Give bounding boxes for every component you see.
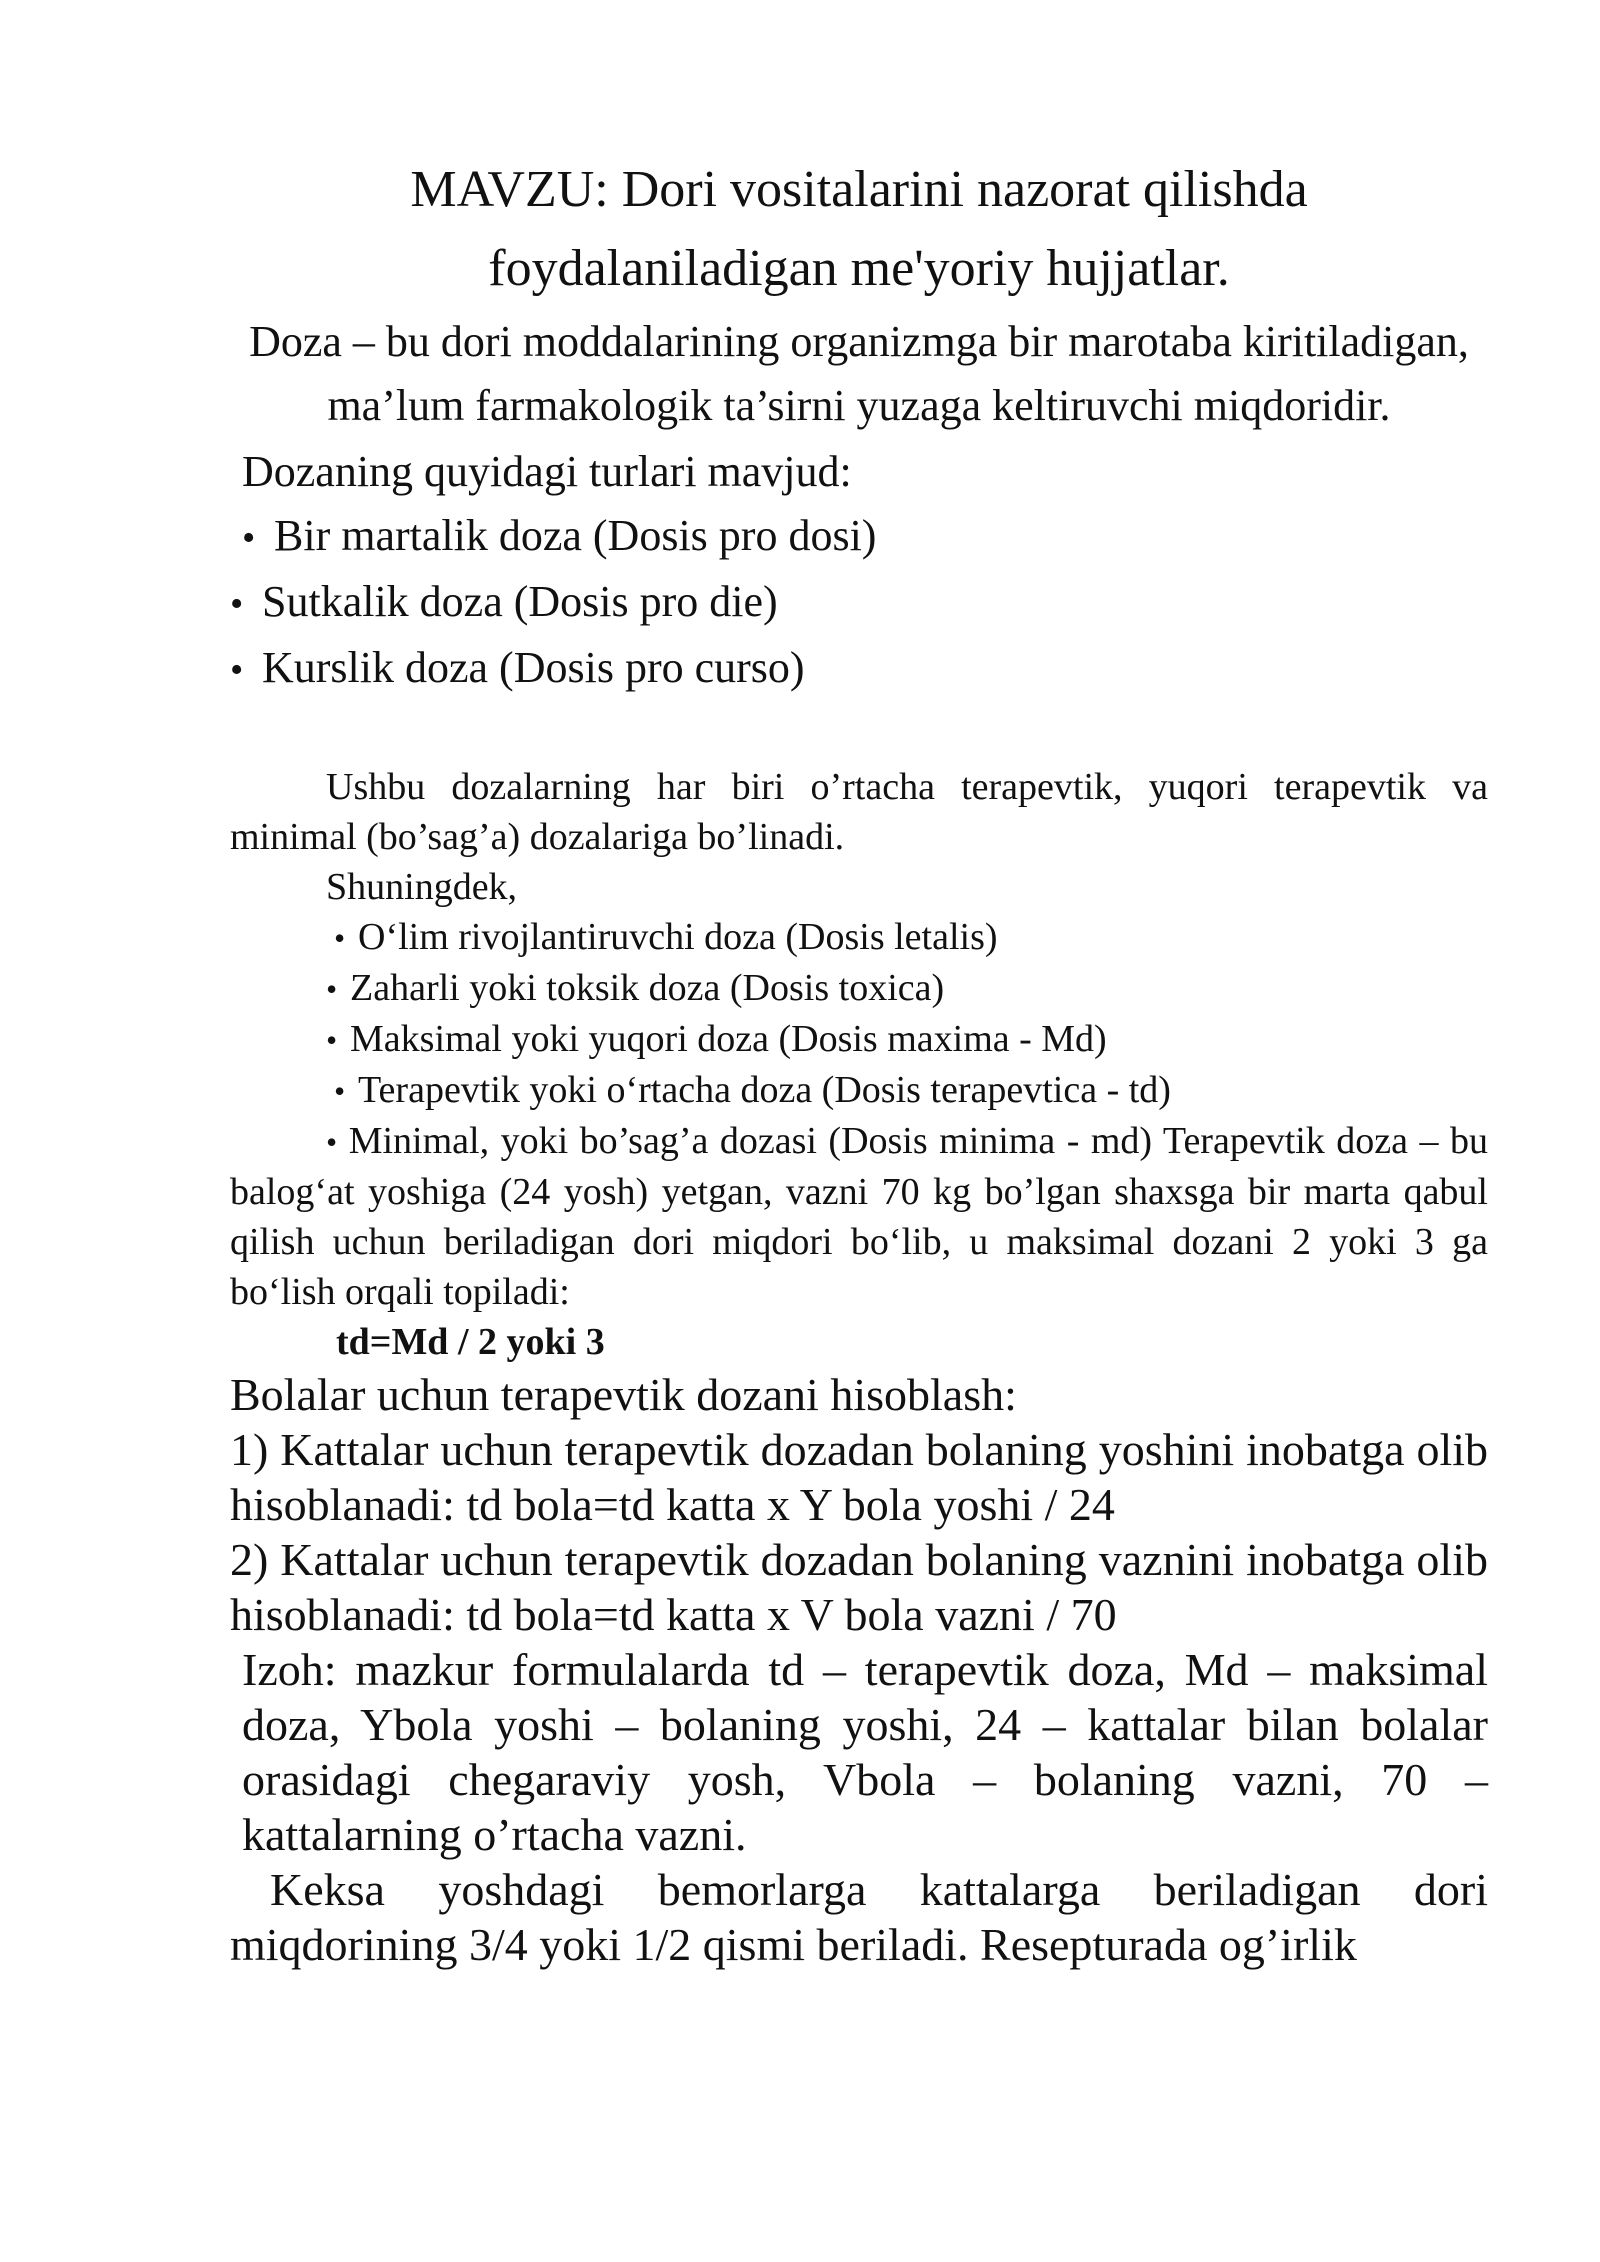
dose-types-list [230,504,1488,702]
children-heading: Bolalar uchun terapevtik dozani hisoblash: [230,1369,1017,1420]
title-line-1: MAVZU: Dori vositalarini nazorat qilishda [410,161,1308,218]
list-item [230,912,1488,963]
title-line-2: foydalaniladigan me'yoriy hujjatlar. [488,240,1230,297]
list-item-text: Sutkalik doza (Dosis pro die) [262,577,778,626]
method-age: 1) Kattalar uchun terapevtik dozadan bolaning yoshini inobatga olib hisoblanadi: td bola=td katta x Y bola yoshi / 24 [230,1424,1488,1530]
list-item-text: O‘lim rivojlantiruvchi doza (Dosis letalis) [358,916,998,958]
method-weight: 2) Kattalar uchun terapevtik dozadan bolaning vaznini inobatga olib hisoblanadi: td bola=td katta x V bola vazni / 70 [230,1534,1488,1640]
page-title [230,150,1488,308]
list-item [230,570,1488,636]
list-item [230,1065,1488,1116]
elderly-paragraph: Keksa yoshdagi bemorlarga kattalarga beriladigan dori miqdorining 3/4 yoki 1/2 qismi beriladi. Resepturada og’irlik [230,1864,1488,1970]
bullet-icon: • [326,1022,338,1058]
bullet-icon: • [326,1124,338,1160]
list-item-text: Bir martalik doza (Dosis pro dosi) [274,511,877,560]
bullet-icon: • [242,517,256,559]
minimal-dose-text: Minimal, yoki bo’sag’a dozasi (Dosis minima - md) Terapevtik doza – bu balog‘at yoshiga (24 yosh) yetgan, vazni 70 kg bo’lgan shaxsga bir marta qabul qilish uchun beriladigan dori miqdori bo‘lib, u maksimal dozani 2 yoki 3 ga bo‘lish orqali topiladi: [230,1120,1489,1313]
minimal-dose-paragraph [230,1116,1488,1317]
list-item-text: Kurslik doza (Dosis pro curso) [262,643,805,692]
list-item-text: Terapevtik yoki o‘rtacha doza (Dosis terapevtica - td) [358,1069,1171,1111]
list-item [230,963,1488,1014]
list-item [230,504,1488,570]
bullet-icon: • [334,920,346,956]
division-paragraph: Ushbu dozalarning har biri o’rtacha terapevtik, yuqori terapevtik va minimal (bo’sag’a) dozalariga bo’linadi. [230,766,1488,858]
bullet-icon: • [334,1073,346,1109]
note-paragraph: Izoh: mazkur formulalarda td – terapevtik doza, Md – maksimal doza, Ybola yoshi – bolaning yoshi, 24 – kattalar bilan bolalar orasidagi chegaraviy yosh, Vbola – bolaning vazni, 70 – kattalarning o’rtacha vazni. [242,1644,1488,1860]
bullet-icon: • [326,971,338,1007]
dose-definition: Doza – bu dori moddalarining organizmga bir marotaba kiritiladigan, ma’lum farmakologik ta’sirni yuzaga keltiruvchi miqdoridir. [249,317,1469,430]
list-item-text: Zaharli yoki toksik doza (Dosis toxica) [350,967,945,1009]
other-doses-list [230,912,1488,1116]
list-item-text: Maksimal yoki yuqori doza (Dosis maxima - Md) [350,1018,1107,1060]
dose-types-intro: Dozaning quyidagi turlari mavjud: [242,447,852,496]
list-item [230,636,1488,702]
also-label: Shuningdek, [326,866,518,908]
list-item [230,1014,1488,1065]
dose-formula: td=Md / 2 yoki 3 [336,1321,605,1363]
dose-details-section [230,762,1488,1367]
bullet-icon: • [230,583,244,625]
bullet-icon: • [230,649,244,691]
children-dose-section [230,1367,1488,1972]
